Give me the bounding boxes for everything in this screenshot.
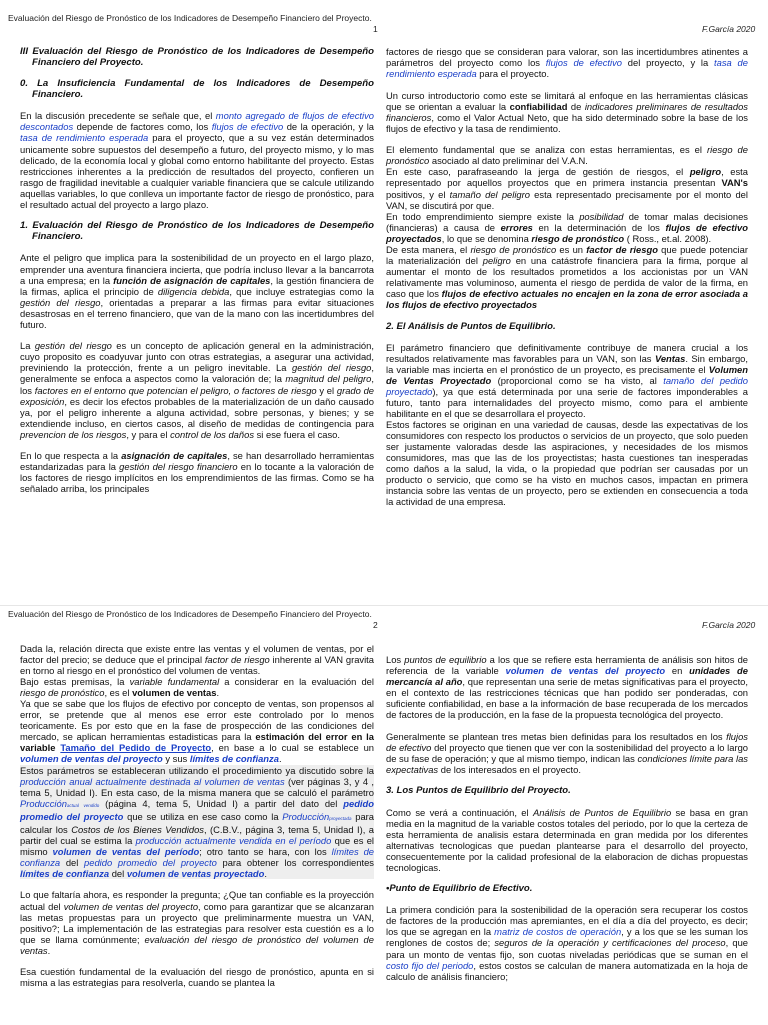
- section-heading: III Evaluación del Riesgo de Pronóstico de los Indicadores de Desempeño Financiero del Proyecto.: [20, 46, 374, 69]
- page-number: 1: [373, 24, 378, 34]
- paragraph: Dada la, relación directa que existe entre las ventas y el volumen de ventas, por el factor del precio; se deduce que el principal factor de riesgo inherente al VAN gravita en torno al riesgo en el pronóstico del volumen de ventas. Bajo estas premisas, la variable fundamental a considerar en la evaluación del riesgo de pronóstico, es el volumen de ventas.: [20, 643, 374, 699]
- section-heading: 2. El Análisis de Puntos de Equilibrio.: [386, 320, 556, 332]
- column-left: [20, 643, 374, 988]
- paragraph: Generalmente se plantean tres metas bien definidas para los resultados en los flujos de efectivo del proyecto que tienen que ver con la sostenibilidad del proyecto a lo largo de su fase de operación; y que al mismo tiempo, indican las condiciones límite para las expectativas de los interesados en el proyecto.: [386, 730, 748, 775]
- column-right: [386, 654, 748, 982]
- paragraph: Ya que se sabe que los flujos de efectivo por concepto de ventas, son propensos al error, se pretende que al menos ese error este controlado por lo menos teoricamente. Es por esto que en la fase de prospección de las condiciones del mercado, se aplican herramientas estadisticas para la estimación del error en la variable Tamaño del Pedido de Proyecto, en base a lo cual se establece un volumen de ventas del proyecto y sus límites de confianza.: [20, 698, 375, 765]
- column-right: [386, 46, 748, 507]
- paragraph: Un curso introductorio como este se limitará al enfoque en las herramientas clásicas que se orientan a evaluar la confiabilidad de indicadores preliminares de resultados financieros, como el Valor Actual Neto, que ha sido determinado sobre la base de los flujos de efectivo y la tasa de rendimiento.: [386, 89, 748, 134]
- column-left: [20, 46, 374, 494]
- document-page-2: [0, 605, 768, 1025]
- section-heading: 0. La Insuficiencia Fundamental de los Indicadores de Desempeño Financiero.: [20, 78, 374, 101]
- paragraph: La gestión del riesgo es un concepto de aplicación general en la administración, cuyo proposito es coadyuvar junto con otras estrategias, a asegurar una actividad, previniendo la protección, frente a un peligro inevitable. La gestión del riesgo, generalmente se enfoca a aspectos como la valoración de; la magnitud del peligro, los factores en el entorno que potencian el peligro, o factores de riesgo y el grado de exposición, es decir los efectos probables de la materialización de un daño causado ya, por el peligro inherente a alguna actividad, sobre personas, y bienes; y se extendiende incluso, en ciertos casos, al diseño de medidas de contingencia para prevencion de los riesgos, y para el control de los daños si ese fuera el caso.: [20, 340, 375, 440]
- paragraph: Los puntos de equilibrio a los que se refiere esta herramienta de análisis son hitos de referencia de la variable volumen de ventas del proyecto en unidades de mercancía al año, que representan una serie de metas significativas para el proyecto, en el contexto de las restricciones técnicas que han podido ser ponderadas, con suficiente confiabilidad, en base a la información de base recuperada de los mercados de factores de la producción, en la fase de la propuesta tecnológica del proyecto.: [386, 654, 748, 721]
- paragraph: En lo que respecta a la asignación de capitales, se han desarrollado herramientas estandarizadas para la gestión del riesgo financiero en lo tocante a la valoración de los factores de riesgo implícitos en los emprendimientos de las firmas. Como se ha señalado arriba, los principales: [20, 450, 375, 495]
- paragraph: Esa cuestión fundamental de la evaluación del riesgo de pronóstico, apunta en si misma a las estrategias para resolverla, cuando se plantea la: [20, 966, 374, 989]
- paragraph: Como se verá a continuación, el Análisis de Puntos de Equilibrio se basa en gran media en la magnitud de la variable costos totales del periodo, por lo que la certeza de esta herramienta de analisis estara determinada en gran medida por los diferentes alternativas tecnologicas que puedan plantearse para el desarrollo del proyecto, consecuentemente por la calidad profesional de la elaboracion de dichas propuestas tecnologicas.: [386, 806, 748, 873]
- paragraph: factores de riesgo que se consideran para valorar, son las incertidumbres atinentes a parámetros del proyecto como los flujos de efectivo del proyecto, y la tasa de rendimiento esperada para el proyecto.: [386, 46, 748, 80]
- page-gap: [0, 590, 768, 605]
- page-number: 2: [373, 620, 378, 630]
- paragraph: El elemento fundamental que se analiza con estas herramientas, es el riesgo de pronóstico asociado al dato preliminar del V.A.N. En este caso, parafraseando la jerga de gestión de riesgos, el peligro, esta representado por aquellos proyectos que en primera instancia presentan VAN's positivos, y el tamaño del peligro esta representado precisamente por el monto del VAN, se discutirá por que. En todo emprendimiento siempre existe la posibilidad de tomar malas decisiones (financieras) a causa de errores en la determinación de los flujos de efectivo proyectados, lo que se denomina riesgo de pronóstico ( Ross., et.al. 2008). De esta manera, el riesgo de pronóstico es un factor de riesgo que puede potenciar la materialización del peligro en una catástrofe financiera para la firma, porque al aumentar el monto de los resultados prometidos a los accionistas por un VAN relativamente mas voluminoso, aumenta el riesgo de perdida de valor de la firma, en caso que los flujos de efectivo actuales no encajen en la zona de error asociada a los flujos de efectivo proyectados: [386, 144, 749, 310]
- section-heading: 1. Evaluación del Riesgo de Pronóstico de los Indicadores de Desempeño Financiero.: [20, 220, 374, 243]
- header-title: Evaluación del Riesgo de Pronóstico de los Indicadores de Desempeño Financiero del Proyecto.: [8, 609, 372, 619]
- paragraph: Lo que faltaría ahora, es responder la pregunta; ¿Que tan confiable es la proyección actual del volumen de ventas del proyecto, como para garantizar que se alcanzaran las metas propuestas para un proyecto que preliminarmente muestra un VAN, positivo?; La implementación de las estrategias para resolver esta cuestión es a lo que se llama comúnmente; evaluación del riesgo de pronóstico del volumen de ventas.: [20, 889, 374, 956]
- header-author: F.García 2020: [702, 620, 756, 630]
- paragraph: Ante el peligro que implica para la sostenibilidad de un proyecto en el largo plazo, emprender una aventura financiera incierta, que podría incluso llevar a la bancarrota a una empresa; en la función de asignación de capitales, la gestión financiera de la firmas, aplica el principio de diligencia debida, que incluye estrategias como la gestión del riesgo, orientadas a preparar a las firmas para evitar situaciones desastrosas en el terreno financiero, que van de la mano con las incertidumbres del futuro.: [20, 252, 374, 330]
- section-heading: •Punto de Equilibrio de Efectivo.: [386, 883, 533, 895]
- header-title: Evaluación del Riesgo de Pronóstico de los Indicadores de Desempeño Financiero del Proyecto.: [8, 13, 372, 23]
- paragraph: La primera condición para la sostenibilidad de la operación sera recuperar los costos de factores de la producción mas apremiantes, en el día a día del proyecto, es decir; los que se agregan en la matriz de costos de operación, y a los que se les suman los renglones de costos de; seguros de la operación y certificaciones del proceso, que para un monto de ventas fijo, son cuotas niveladas periódicas que se suman en el costo fijo del periodo, estos costos se calculan de manera automatizada en la hoja de calculo de análisis financiero;: [386, 904, 749, 982]
- section-heading: 3. Los Puntos de Equilibrio del Proyecto.: [386, 785, 571, 797]
- header-author: F.García 2020: [702, 24, 756, 34]
- paragraph: En la discusión precedente se señale que, el monto agregado de flujos de efectivo descontados depende de factores como, los flujos de efectivo de la operación, y la tasa de rendimiento esperada para el proyecto, que a su vez están determinados unicamente sobre supuestos del desempeño a futuro, del proyecto mismo, y lo mas delicado, de la economía local y global como entorno habilitante del proyecto. Estas restricciones inherentes a la predicción de resultados del proyecto, confieren un rasgo de fragilidad inevitable a cualquier variable financiera que se calcule utilizando aquellas variables, lo que conlleva un importante factor de riesgo de pronóstico, para el resultado actual del proyecto a largo plazo.: [20, 110, 374, 210]
- paragraph: El parámetro financiero que definitivamente contribuye de manera crucial a los resultados relativamente mas favorables para un VAN, son las Ventas. Sin embargo, la variable mas incierta en el pronóstico de un proyecto, es precisamente el Volumen de Ventas Proyectado (proporcional como se ha visto, al tamaño del pedido proyectado), ya que está determinada por una serie de factores imponderables a futuro, tanto para internalidades del proyecto mismo, como para el ambiente habilitante en el que se desarrollara el proyecto. Estos factores se originan en una variedad de causas, desde las expectativas de los consumidores con respecto los productos o servicios de un proyecto, que solo pueden ser justamente valoradas desde las aspiraciones, y necesidades de los mismos consumidores, mas que las de los proyectistas; hasta cuestiones tan inesperadas como daños a la salud, la vida, o la propiedad que podrían ser causadas por un producto o servicio, que como se ha visto en muchos casos, impactan en primera instancia sobre las ventas de un proyecto, pero se extienden en consecuencia a toda la actividad de una empresa.: [386, 341, 748, 508]
- highlighted-paragraph: Estos parámetros se estableceran utilizando el procedimiento ya discutido sobre la producción anual actualmente destinada al volumen de ventas (ver páginas 3, y 4 , tema 5, Unidad I). En esta caso, de la misma manera que se calculó el parámetro Producciónactual vendido (página 4, tema 5, Unidad I) a partir del dato del pedido promedio del proyecto que se utiliza en ese caso como la Producciónproyectada para calcular los Costos de los Bienes Vendidos, (C.B.V., página 3, tema 5, Unidad I), a partir del cual se estima la producción actualmente vendida en el período que es el mismo volumen de ventas del período; otro tanto se hara, con los límites de confianza del pedido promedio del proyecto para obtener los correspondientes límites de confianza del volumen de ventas proyectado.: [20, 764, 374, 879]
